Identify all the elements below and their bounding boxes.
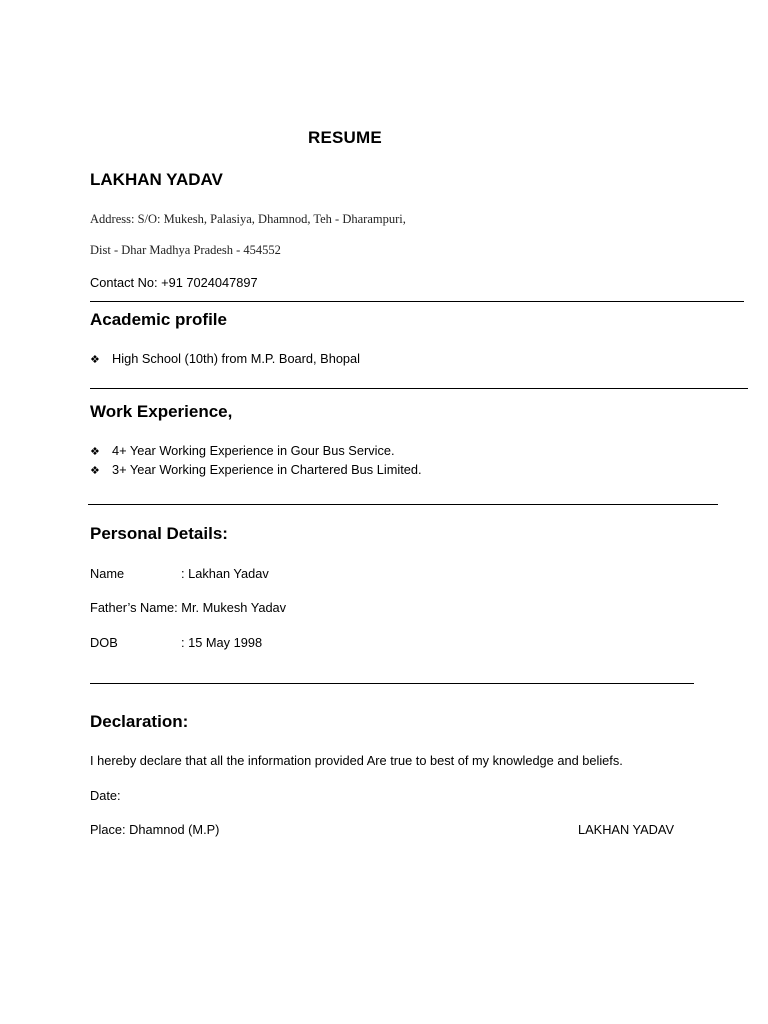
address-line-2: Dist - Dhar Madhya Pradesh - 454552 [90,243,281,257]
work-item: ❖ 3+ Year Working Experience in Chartered Bus Limited. [90,462,422,477]
signature-name: LAKHAN YADAV [578,822,675,837]
diamond-bullet-icon: ❖ [90,354,100,366]
resume-title: RESUME [308,128,382,147]
personal-row-name [90,566,269,581]
personal-row-father [90,600,286,615]
field-label: DOB [90,635,118,650]
candidate-name: LAKHAN YADAV [90,170,223,189]
academic-item: ❖ High School (10th) from M.P. Board, Bhopal [90,351,361,366]
divider [88,504,718,505]
work-item: ❖ 4+ Year Working Experience in Gour Bus Service. [90,443,395,458]
address-line-1: Address: S/O: Mukesh, Palasiya, Dhamnod, Teh - Dharampuri, [90,212,406,226]
field-value: : Lakhan Yadav [181,566,269,581]
academic-heading: Academic profile [90,310,227,329]
field-value: : 15 May 1998 [181,635,263,650]
place-label: Place: Dhamnod (M.P) [90,822,220,837]
declaration-text: I hereby declare that all the information provided Are true to best of my knowledge and beliefs. [90,753,623,768]
diamond-bullet-icon: ❖ [90,465,100,477]
contact-number: Contact No: +91 7024047897 [90,275,258,290]
declaration-heading: Declaration: [90,712,189,731]
field-label: Father’s Name: [90,600,178,615]
divider [90,301,744,302]
date-label: Date: [90,788,121,803]
divider [90,388,748,389]
work-heading: Work Experience, [90,402,233,421]
diamond-bullet-icon: ❖ [90,446,100,458]
divider [90,683,694,684]
field-label: Name [90,566,125,581]
personal-row-dob [90,635,262,650]
personal-heading: Personal Details: [90,524,228,543]
field-value: Mr. Mukesh Yadav [181,600,287,615]
